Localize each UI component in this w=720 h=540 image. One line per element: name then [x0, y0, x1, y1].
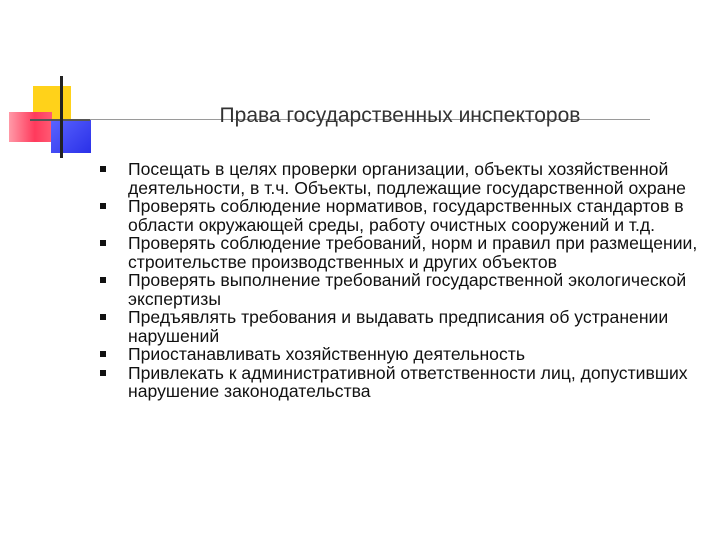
list-item — [98, 271, 698, 308]
square-bullet-icon — [100, 240, 106, 246]
list-item — [98, 308, 698, 345]
square-bullet-icon — [100, 351, 106, 357]
list-item-text: Приостанавливать хозяйственную деятельность — [128, 344, 525, 364]
square-bullet-icon — [100, 277, 106, 283]
list-item — [98, 234, 698, 271]
logo-red-square — [9, 112, 52, 142]
logo-blue-square — [51, 119, 91, 153]
list-item — [98, 197, 698, 234]
list-item — [98, 160, 698, 197]
list-item-text: Предъявлять требования и выдавать предписания об устранении нарушений — [128, 307, 669, 346]
square-bullet-icon — [100, 166, 106, 172]
list-item — [98, 345, 698, 364]
list-item-text: Проверять соблюдение требований, норм и правил при размещении, строительстве производственных и других объектов — [128, 233, 698, 272]
square-bullet-icon — [100, 314, 106, 320]
rights-list — [98, 160, 698, 401]
list-item — [98, 364, 698, 401]
slide-title: Права государственных инспекторов — [219, 104, 581, 127]
list-item-text: Проверять соблюдение нормативов, государственных стандартов в области окружающей среды, работу очистных сооружений и т.д. — [128, 196, 684, 235]
list-item-text: Привлекать к административной ответственности лиц, допустивших нарушение законодательства — [128, 362, 688, 401]
square-bullet-icon — [100, 203, 106, 209]
list-item-text: Проверять выполнение требований государственной экологической экспертизы — [128, 270, 687, 309]
list-item-text: Посещать в целях проверки организации, объекты хозяйственной деятельности, в т.ч. Объекты, подлежащие государственной охране — [128, 159, 686, 198]
logo-vertical-line — [60, 76, 63, 158]
square-bullet-icon — [100, 370, 106, 376]
